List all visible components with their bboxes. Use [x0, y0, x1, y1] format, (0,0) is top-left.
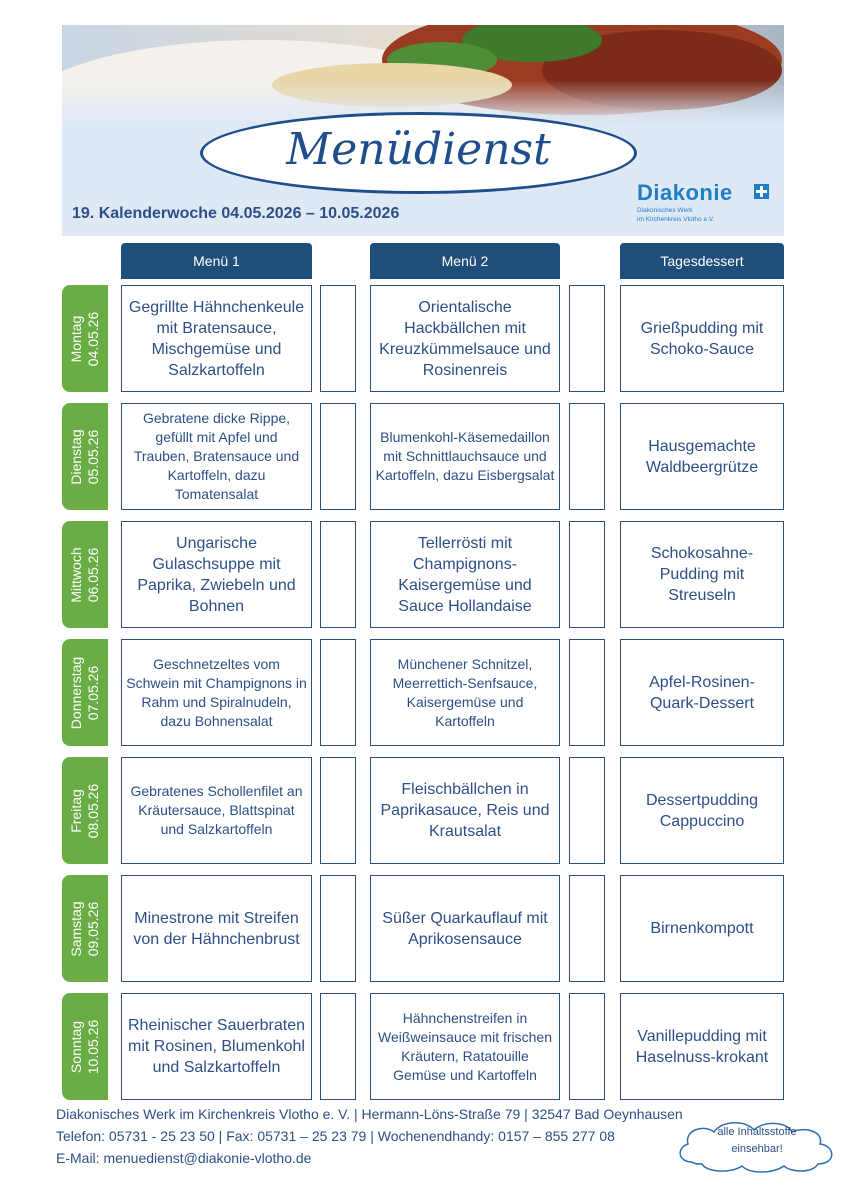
- menu2-order-box[interactable]: [569, 521, 605, 628]
- logo-wordmark: Diakonie: [637, 180, 733, 205]
- day-name: Samstag: [68, 900, 84, 957]
- cross-icon: [754, 184, 769, 199]
- menu1-order-box[interactable]: [320, 521, 356, 628]
- menu1-cell: Gebratenes Schollenfilet an Kräutersauce, Blattspinat und Salzkartoffeln: [121, 757, 312, 864]
- day-name: Donnerstag: [68, 656, 84, 729]
- menu1-cell: Ungarische Gulaschsuppe mit Paprika, Zwiebeln und Bohnen: [121, 521, 312, 628]
- column-header-menu2: Menü 2: [370, 243, 560, 279]
- diakonie-logo: [637, 180, 733, 224]
- day-label-saturday: [62, 875, 108, 982]
- menu2-cell: Orientalische Hackbällchen mit Kreuzkümmelsauce und Rosinenreis: [370, 285, 560, 392]
- day-label-tuesday: [62, 403, 108, 510]
- week-range: 19. Kalenderwoche 04.05.2026 – 10.05.2026: [72, 205, 400, 222]
- column-header-menu1: Menü 1: [121, 243, 312, 279]
- day-date: 07.05.26: [85, 665, 101, 720]
- day-label-thursday: [62, 639, 108, 746]
- day-date: 06.05.26: [85, 547, 101, 602]
- day-name: Sonntag: [68, 1020, 84, 1073]
- allergen-note-line1: alle Inhaltsstoffe: [717, 1126, 797, 1138]
- menu1-cell: Minestrone mit Streifen von der Hähnchenbrust: [121, 875, 312, 982]
- menu1-order-box[interactable]: [320, 285, 356, 392]
- day-date: 08.05.26: [85, 783, 101, 838]
- menu2-cell: Tellerrösti mit Champignons-Kaisergemüse und Sauce Hollandaise: [370, 521, 560, 628]
- menu2-cell: Blumenkohl-Käsemedaillon mit Schnittlauchsauce und Kartoffeln, dazu Eisbergsalat: [370, 403, 560, 510]
- menu1-order-box[interactable]: [320, 875, 356, 982]
- day-label-sunday: [62, 993, 108, 1100]
- menu1-order-box[interactable]: [320, 403, 356, 510]
- day-name: Montag: [68, 315, 84, 362]
- day-label-monday: [62, 285, 108, 392]
- menu2-order-box[interactable]: [569, 757, 605, 864]
- footer-email[interactable]: E-Mail: menuedienst@diakonie-vlotho.de: [56, 1150, 312, 1166]
- dessert-cell: Apfel-Rosinen-Quark-Dessert: [620, 639, 784, 746]
- menu2-order-box[interactable]: [569, 875, 605, 982]
- logo-subtitle-1: Diakonisches Werk: [637, 207, 693, 214]
- day-name: Freitag: [68, 788, 84, 833]
- footer-phone: Telefon: 05731 - 25 23 50 | Fax: 05731 – 25 23 79 | Wochenendhandy: 0157 – 855 277 08: [56, 1128, 615, 1144]
- menu1-cell: Rheinischer Sauerbraten mit Rosinen, Blumenkohl und Salzkartoffeln: [121, 993, 312, 1100]
- menu1-cell: Gegrillte Hähnchenkeule mit Bratensauce, Mischgemüse und Salzkartoffeln: [121, 285, 312, 392]
- day-label-wednesday: [62, 521, 108, 628]
- allergen-note: [672, 1124, 842, 1158]
- day-date: 04.05.26: [85, 311, 101, 366]
- footer-address: Diakonisches Werk im Kirchenkreis Vlotho e. V. | Hermann-Löns-Straße 79 | 32547 Bad Oeynhausen: [56, 1106, 683, 1122]
- day-date: 09.05.26: [85, 901, 101, 956]
- day-name: Mittwoch: [68, 546, 84, 603]
- allergen-note-line2: einsehbar!: [731, 1143, 783, 1155]
- title-ellipse: [200, 112, 637, 194]
- menu2-cell: Münchener Schnitzel, Meerrettich-Senfsauce, Kaisergemüse und Kartoffeln: [370, 639, 560, 746]
- column-header-dessert: Tagesdessert: [620, 243, 784, 279]
- menu1-cell: Geschnetzeltes vom Schwein mit Champignons in Rahm und Spiralnudeln, dazu Bohnensalat: [121, 639, 312, 746]
- menu2-order-box[interactable]: [569, 993, 605, 1100]
- menu2-order-box[interactable]: [569, 403, 605, 510]
- menu1-order-box[interactable]: [320, 639, 356, 746]
- day-date: 05.05.26: [85, 429, 101, 484]
- menu2-cell: Fleischbällchen in Paprikasauce, Reis und Krautsalat: [370, 757, 560, 864]
- dessert-cell: Grießpudding mit Schoko-Sauce: [620, 285, 784, 392]
- menu1-cell: Gebratene dicke Rippe, gefüllt mit Apfel und Trauben, Bratensauce und Kartoffeln, dazu Tomatensalat: [121, 403, 312, 510]
- menu1-order-box[interactable]: [320, 757, 356, 864]
- day-name: Dienstag: [68, 428, 84, 485]
- menu1-order-box[interactable]: [320, 993, 356, 1100]
- dessert-cell: Vanillepudding mit Haselnuss-krokant: [620, 993, 784, 1100]
- menu2-order-box[interactable]: [569, 285, 605, 392]
- day-date: 10.05.26: [85, 1019, 101, 1074]
- footer: [56, 1103, 683, 1169]
- dessert-cell: Hausgemachte Waldbeergrütze: [620, 403, 784, 510]
- day-label-friday: [62, 757, 108, 864]
- dessert-cell: Schokosahne-Pudding mit Streuseln: [620, 521, 784, 628]
- food-photo: [62, 25, 784, 125]
- dessert-cell: Dessertpudding Cappuccino: [620, 757, 784, 864]
- logo-subtitle-2: im Kirchenkreis Vlotho e.V.: [637, 216, 715, 223]
- dessert-cell: Birnenkompott: [620, 875, 784, 982]
- page-title: Menüdienst: [286, 124, 551, 175]
- menu2-order-box[interactable]: [569, 639, 605, 746]
- menu2-cell: Hähnchenstreifen in Weißweinsauce mit frischen Kräutern, Ratatouille Gemüse und Kartoffeln: [370, 993, 560, 1100]
- menu2-cell: Süßer Quarkauflauf mit Aprikosensauce: [370, 875, 560, 982]
